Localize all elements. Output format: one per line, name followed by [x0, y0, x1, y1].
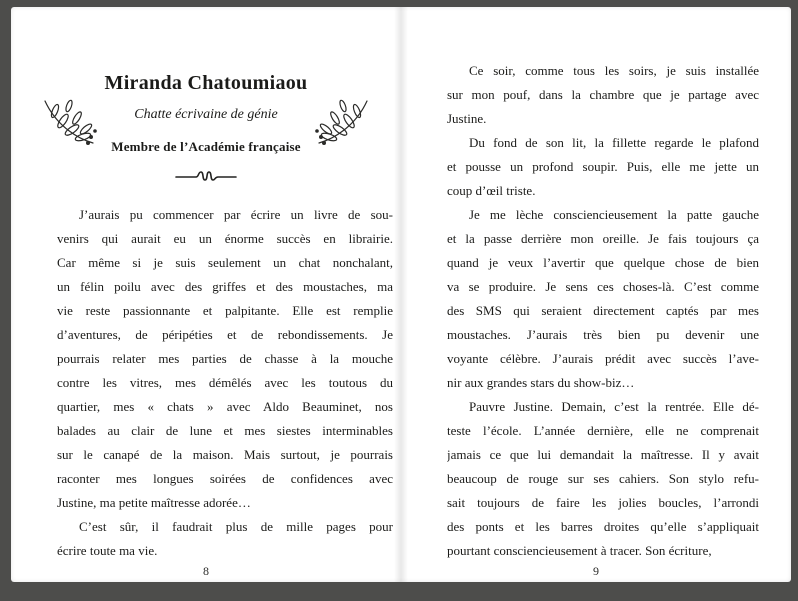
text-line: C’est sûr, il faudrait plus de mille pages pour: [79, 519, 393, 534]
text-line: des ponts et les barres droites qu’elle s’appliquait: [447, 519, 759, 534]
text-line: vie reste passionnante et palpitante. Elle est remplie: [57, 303, 393, 318]
text-line: Justine.: [447, 111, 487, 126]
laurel-branch-left-icon: [39, 93, 99, 154]
text-line: Justine, ma petite maîtresse adorée…: [57, 495, 251, 510]
text-line: raconter mes longues soirées de confidences avec: [57, 471, 393, 486]
text-line: Pauvre Justine. Demain, c’est la rentrée. Elle dé-: [469, 399, 759, 414]
text-line: pourrais relater mes parties de chasse à la mouche: [57, 351, 393, 366]
text-line: écrire toute ma vie.: [57, 543, 158, 558]
chapter-header: [11, 7, 401, 186]
text-line: sur mon pouf, dans la chambre que je partage avec: [447, 87, 759, 102]
text-line: un félin poilu avec des griffes et des moustaches, ma: [57, 279, 393, 294]
chapter-subtitle: Chatte écrivaine de génie: [134, 107, 278, 122]
text-line: pourtant consciencieusement à tracer. Son écriture,: [447, 543, 712, 558]
text-line: contre les vitres, mes démêlés avec les toutous du: [57, 375, 393, 390]
text-line: et pousse un profond soupir. Puis, elle me jette un: [447, 159, 759, 174]
text-line: J’aurais pu commencer par écrire un livre de sou-: [79, 207, 393, 222]
text-line: Du fond de son lit, la fillette regarde le plafond: [469, 135, 759, 150]
text-line: sait toujours de faire les jolies boucles, l’arrondi: [447, 495, 759, 510]
text-line: des SMS qui seraient directement captés par mes: [447, 303, 759, 318]
chapter-title: Miranda Chatoumiaou: [104, 72, 308, 94]
text-line: nir aux grandes stars du show-biz…: [447, 375, 635, 390]
text-line: quartier, mes « chats » avec Aldo Beauminet, nos: [57, 399, 393, 414]
page-left: [11, 7, 401, 582]
text-line: sur le canapé de la maison. Mais surtout, je pourrais: [57, 447, 393, 462]
text-line: beaucoup de rouge sur ses cahiers. Son stylo refu-: [447, 471, 759, 486]
scroll-divider-icon: [174, 168, 238, 184]
right-page-text: [447, 59, 759, 563]
text-line: va se produire. Je sens ces choses-là. C’est comme: [447, 279, 759, 294]
text-line: d’aventures, de péripéties et de rebondissements. Je: [57, 327, 393, 342]
text-line: voyante célèbre. J’aurais prédit avec succès l’ave-: [447, 351, 759, 366]
page-right: [401, 7, 791, 582]
text-line: venirs qui aurait eu un énorme succès en librairie.: [57, 231, 393, 246]
text-line: Car même si je suis seulement un chat nonchalant,: [57, 255, 393, 270]
text-line: jamais ce que lui demandait la maîtresse. Il y avait: [447, 447, 759, 462]
text-line: Ce soir, comme tous les soirs, je suis installée: [469, 63, 759, 78]
book-spread: [11, 7, 791, 582]
text-line: et la passe derrière mon oreille. Je fais toujours ça: [447, 231, 759, 246]
laurel-branch-right-icon: [313, 93, 373, 154]
text-line: coup d’œil triste.: [447, 183, 536, 198]
text-line: teste l’école. L’année dernière, elle ne comprenait: [447, 423, 759, 438]
text-line: balades au clair de lune et mes siestes interminables: [57, 423, 393, 438]
text-line: Je me lèche consciencieusement la patte gauche: [469, 207, 759, 222]
text-line: quand je veux l’avertir que quelque chose de bien: [447, 255, 759, 270]
text-line: moustaches. J’aurais très bien pu devenir une: [447, 327, 759, 342]
page-number-left: 8: [203, 564, 209, 578]
page-number-right: 9: [593, 564, 599, 578]
left-page-text: [57, 203, 393, 563]
chapter-affiliation: Membre de l’Académie française: [111, 139, 301, 154]
section-divider: [11, 168, 401, 186]
